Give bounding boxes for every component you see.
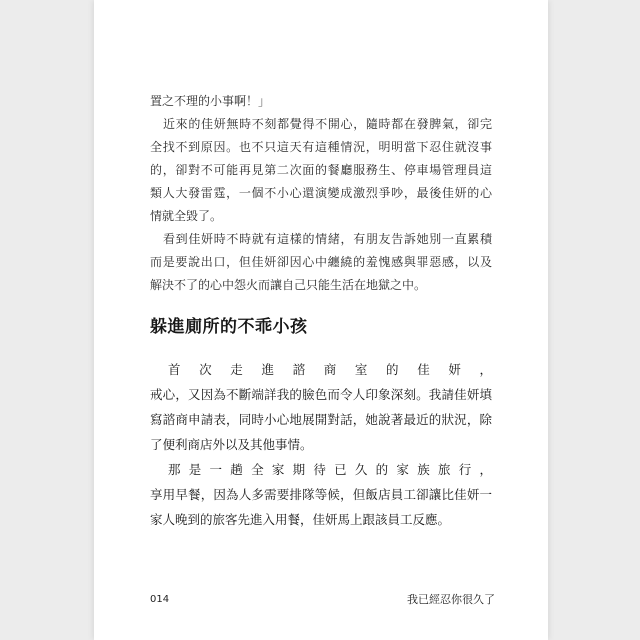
text-line: 享用早餐，因為人多需要排隊等候，但飯店員工卻讓比佳妍一	[150, 487, 492, 502]
text-line: 看到佳妍時不時就有這樣的情緒，有朋友告訴她別一直累積	[163, 232, 492, 246]
text-line: 的，卻對不可能再見第二次面的餐廳服務生、停車場管理員這	[150, 163, 492, 177]
text-line: 家人晚到的旅客先進入用餐，佳妍馬上跟該員工反應。	[150, 512, 451, 527]
text-line: 全找不到原因。也不只這天有這種情況，明明當下忍住就沒事	[150, 140, 492, 154]
text-line: 首次走進諮商室的佳妍，	[168, 362, 492, 377]
section-text-block	[150, 357, 492, 532]
text-line: 類人大發雷霆，一個不小心還演變成激烈爭吵，最後佳妍的心	[150, 186, 492, 200]
continued-text-block	[150, 90, 492, 297]
text-line: 寫諮商申請表，同時小心地展開對話，她說著最近的狀況，除	[150, 412, 492, 427]
running-title: 我已經忍你很久了	[407, 593, 495, 606]
page-number: 014	[150, 594, 170, 605]
book-page	[94, 0, 548, 640]
section-heading: 躲進廁所的不乖小孩	[150, 317, 308, 337]
text-line: 置之不理的小事啊！」	[150, 94, 271, 108]
text-line: 那是一趟全家期待已久的家族旅行，	[168, 462, 492, 477]
paragraph	[150, 90, 492, 113]
text-line: 情就全毀了。	[150, 209, 223, 223]
text-line: 了便利商店外以及其他事情。	[150, 437, 313, 452]
text-line: 解決不了的心中怨火而讓自己只能生活在地獄之中。	[150, 278, 427, 292]
paragraph	[150, 457, 492, 532]
text-line: 戒心，又因為不斷端詳我的臉色而令人印象深刻。我請佳妍填	[150, 387, 492, 402]
text-line: 近來的佳妍無時不刻都覺得不開心，隨時都在發脾氣，卻完	[163, 117, 492, 131]
paragraph	[150, 228, 492, 297]
paragraph	[150, 357, 492, 457]
paragraph	[150, 113, 492, 228]
text-line: 而是要說出口，但佳妍卻因心中纏繞的羞愧感與罪惡感，以及	[150, 255, 492, 269]
